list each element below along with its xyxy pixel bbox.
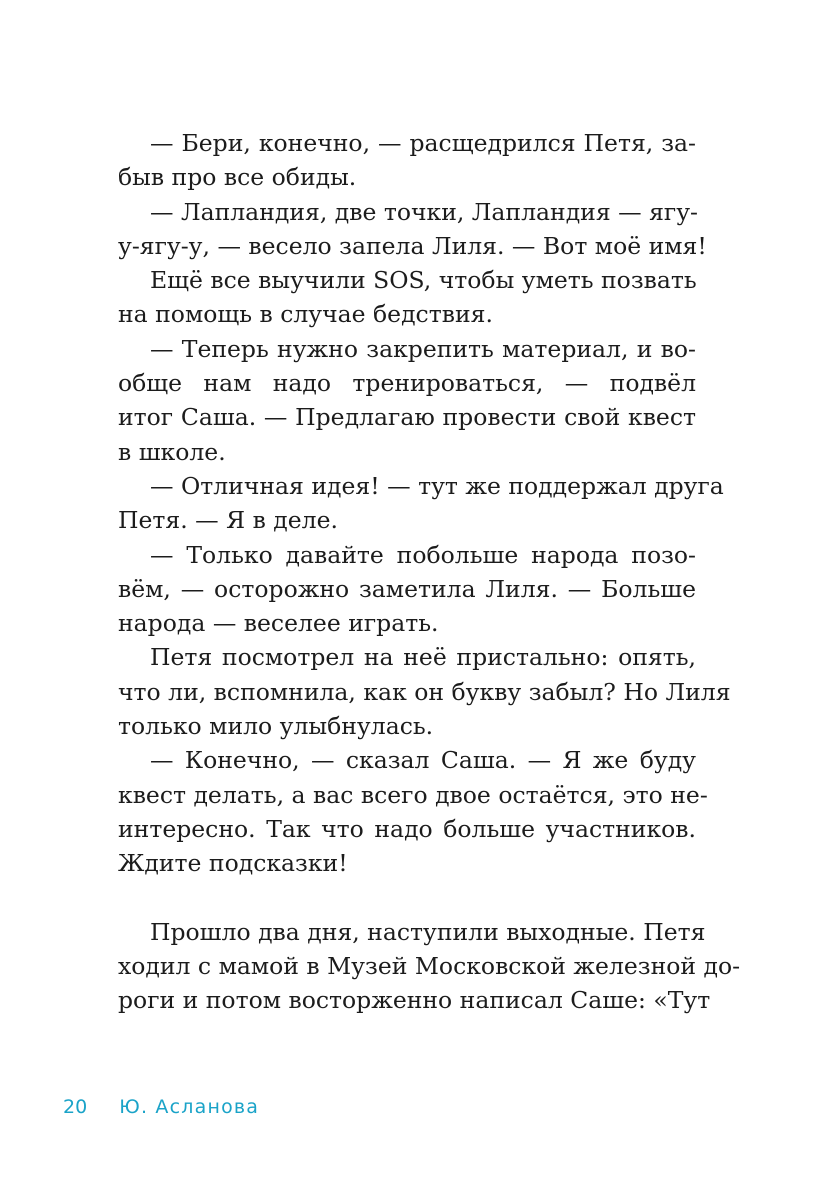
text-line: — Лапландия, две точки, Лапландия — ягу- — [150, 197, 698, 226]
text-line: — Отличная идея! — тут же поддержал друга — [150, 471, 724, 500]
text-line: Ещё все выучили SOS, чтобы уметь позвать — [150, 266, 697, 295]
text-line: Прошло два дня, наступили выходные. Петя — [150, 917, 706, 946]
section-break — [118, 881, 696, 915]
text-line: ходил с мамой в Музей Московской железной до- — [118, 952, 741, 981]
text-line: только мило улыбнулась. — [118, 712, 434, 741]
text-line: интересно. Так что надо больше участников. — [118, 814, 696, 843]
text-line: в школе. — [118, 437, 226, 466]
text-line: квест делать, а вас всего двое остаётся, это не- — [118, 780, 708, 809]
text-line: роги и потом восторженно написал Саше: «Тут — [118, 986, 711, 1015]
text-line: вём, — осторожно заметила Лиля. — Больше — [118, 574, 696, 603]
text-line: — Только давайте побольше народа позо- — [150, 540, 696, 569]
text-line: Петя посмотрел на неё пристально: опять, — [150, 643, 696, 672]
text-line: Петя. — Я в деле. — [118, 506, 338, 535]
text-line: на помощь в случае бедствия. — [118, 300, 493, 329]
text-line: Ждите подсказки! — [118, 849, 348, 878]
text-line: итог Саша. — Предлагаю провести свой квест — [118, 403, 696, 432]
text-line: народа — веселее играть. — [118, 609, 439, 638]
text-line: — Конечно, — сказал Саша. — Я же буду — [150, 746, 696, 775]
text-line: обще нам надо тренироваться, — подвёл — [118, 369, 696, 398]
text-line: — Теперь нужно закрепить материал, и во- — [150, 334, 696, 363]
page-footer — [63, 1096, 259, 1118]
page-number: 20 — [63, 1096, 88, 1118]
text-line: у-ягу-у, — весело запела Лиля. — Вот моё имя! — [118, 231, 707, 260]
body-text — [118, 126, 741, 1018]
text-line: — Бери, конечно, — расщедрился Петя, за- — [150, 129, 696, 157]
text-line: что ли, вспомнила, как он букву забыл? Но Лиля — [118, 677, 731, 706]
author-name: Ю. Асланова — [119, 1096, 260, 1118]
text-line: быв про все обиды. — [118, 163, 357, 192]
